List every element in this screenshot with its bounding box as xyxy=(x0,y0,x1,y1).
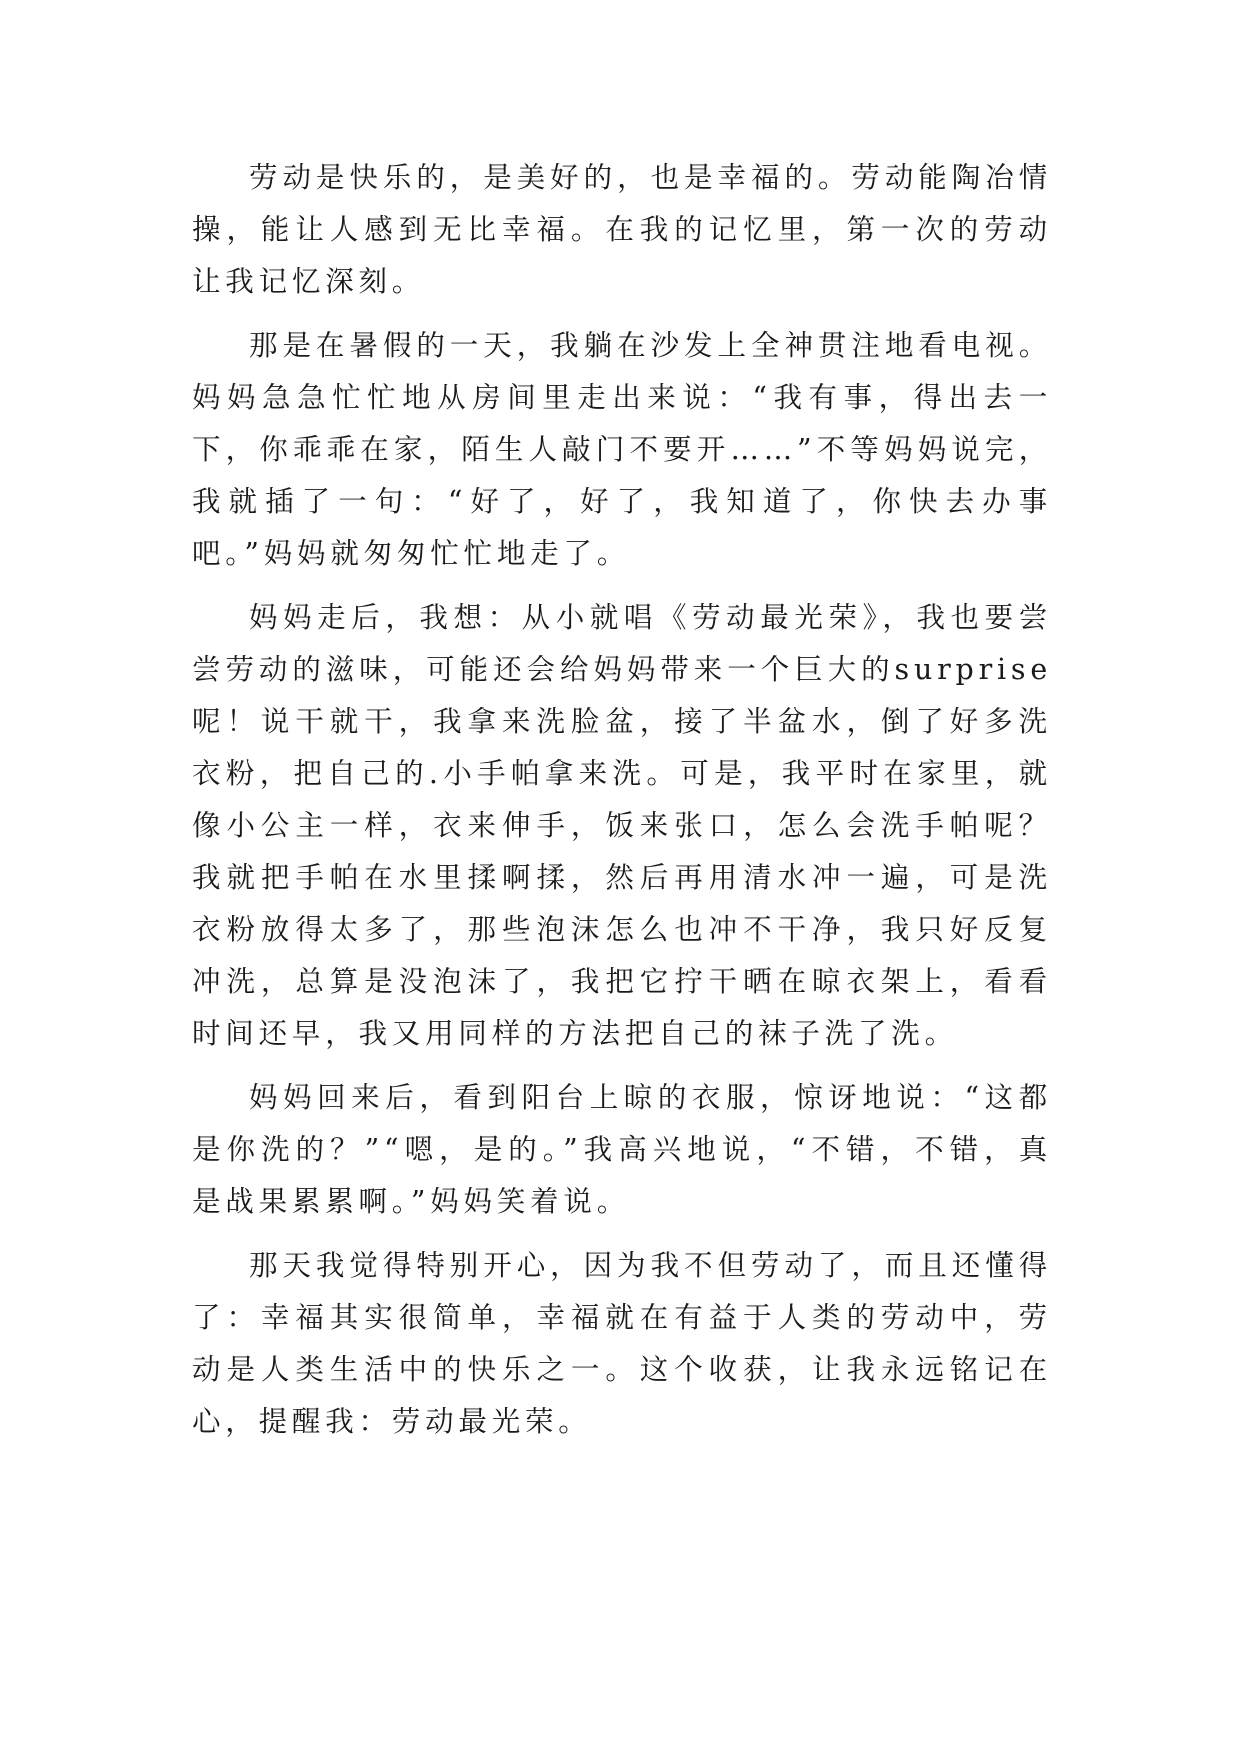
paragraph-2: 那是在暑假的一天，我躺在沙发上全神贯注地看电视。妈妈急急忙忙地从房间里走出来说：“我有事，得出去一下，你乖乖在家，陌生人敲门不要开……”不等妈妈说完，我就插了一句：“好了，好了，我知道了，你快去办事吧。”妈妈就匆匆忙忙地走了。 xyxy=(192,329,1052,570)
document-page xyxy=(192,152,1052,1460)
paragraph-5: 那天我觉得特别开心，因为我不但劳动了，而且还懂得了：幸福其实很简单，幸福就在有益于人类的劳动中，劳动是人类生活中的快乐之一。这个收获，让我永远铭记在心，提醒我：劳动最光荣。 xyxy=(192,1249,1052,1438)
paragraph-1: 劳动是快乐的，是美好的，也是幸福的。劳动能陶冶情操，能让人感到无比幸福。在我的记忆里，第一次的劳动让我记忆深刻。 xyxy=(192,161,1052,298)
paragraph-3: 妈妈走后，我想：从小就唱《劳动最光荣》，我也要尝尝劳动的滋味，可能还会给妈妈带来一个巨大的surprise呢！说干就干，我拿来洗脸盆，接了半盆水，倒了好多洗衣粉，把自己的.小手帕拿来洗。可是，我平时在家里，就像小公主一样，衣来伸手，饭来张口，怎么会洗手帕呢？我就把手帕在水里揉啊揉，然后再用清水冲一遍，可是洗衣粉放得太多了，那些泡沫怎么也冲不干净，我只好反复冲洗，总算是没泡沫了，我把它拧干晒在晾衣架上，看看时间还早，我又用同样的方法把自己的袜子洗了洗。 xyxy=(192,601,1052,1050)
paragraph-4: 妈妈回来后，看到阳台上晾的衣服，惊讶地说：“这都是你洗的？”“嗯，是的。”我高兴地说，“不错，不错，真是战果累累啊。”妈妈笑着说。 xyxy=(192,1081,1052,1218)
